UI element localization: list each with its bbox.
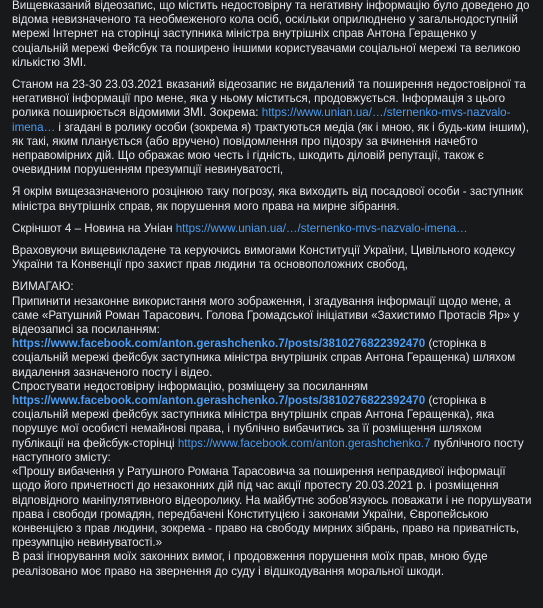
facebook-profile-link[interactable]: https://www.facebook.com/anton.gerashchenko.7 [177, 436, 431, 450]
demand-2-text-a: Спростувати недостовірну інформацію, розміщену за посиланням [12, 379, 368, 393]
demand-2-text-c: публічного посту наступного змісту: [12, 436, 524, 464]
unian-link-1[interactable]: https://www.unian.ua/…/sternenko-mvs-nazvalo-imena… [12, 106, 511, 134]
paragraph-screenshot [12, 222, 532, 236]
unian-link-2[interactable]: https://www.unian.ua/…/sternenko-mvs-nazvalo-imena… [175, 221, 468, 235]
paragraph-threat: Я окрім вищезазначеного розцінюю таку погрозу, яка виходить від посадової особи - заступник міністра внутрішніх справ, як порушення мого права на мирне зібрання. [12, 185, 523, 213]
post-body [12, 0, 532, 579]
status-text-b: і згадані в ролику особи (зокрема я) трактуються медіа (як і мною, як і будь-ким іншим), як такі, яким планується (або вручено) повідомлення про підозру за вчинення начебто неправомірних дій. Що ображає мою честь і гідність, шкодить діловій репутації, також є очевидним порушенням презумпції невинуватості, [12, 120, 529, 177]
demand-1 [12, 295, 532, 380]
screenshot-label: Скріншот 4 – Новина на Уніан [12, 221, 176, 235]
demand-2-text-b: (сторінка в соціальній мережі фейсбук заступника міністра внутрішніх справ Антона Геращенка), яка порушує мої особисті немайнові права, і публічно вибачитись за її розміщення шляхом публікації на фейсбук-сторінці [12, 394, 495, 450]
final-warning: В разі ігнорування моїх законних вимог, і продовження порушення моїх прав, мною буде реалізовано моє право на звернення до суду і відшкодування моральної шкоди. [12, 550, 488, 578]
apology-quote: «Прошу вибачення у Ратушного Романа Тарасовича за поширення неправдивої інформації щодо його причетності до незаконних дій під час акції протесту 20.03.2021 р. і розміщення відповідного маніпулятивного відеоролику. На майбутнє зобов'язуюсь поважати і не порушувати права і свободи громадян, передбачені Конституцією і законами України, Європейською конвенцією з прав людини, зокрема - право на свободу мирних зібрань, право на приватність, презумпцію невинуватості.» [12, 465, 532, 550]
facebook-post-link-1[interactable]: https://www.facebook.com/anton.gerashchenko.7/posts/3810276822392470 [12, 337, 426, 351]
status-text-a: Станом на 23-30 23.03.2021 вказаний відеозапис не видалений та поширення недостовірної та негативної інформації про мене, яка у ньому міститься, продовжується. Інформація з цього ролика поширюється відомими ЗМІ. Зокрема: [12, 78, 526, 120]
facebook-post-link-2[interactable]: https://www.facebook.com/anton.gerashchenko.7/posts/3810276822392470 [12, 394, 426, 408]
demand-heading: ВИМАГАЮ: [12, 280, 74, 294]
demand-1-text-b: (сторінка в соціальній мережі фейсбук заступника міністра внутрішніх справ Антона Геращенка) шляхом видалення зазначеного посту і відео. [12, 337, 516, 379]
paragraph-status [12, 78, 532, 177]
paragraph-considering: Враховуючи вищевикладене та керуючись вимогами Конституції України, Цивільного кодексу України та Конвенції про захист прав людини та основоположних свобод, [12, 244, 516, 272]
demand-2 [12, 380, 532, 465]
demand-1-text-a: Припинити незаконне використання мого зображення, і згадування інформації щодо мене, а саме «Ратушний Роман Тарасович. Голова Громадської ініціативи «Захистимо Протасів Яр» у відеозаписі за посиланням: [12, 294, 520, 337]
demand-block [12, 280, 532, 578]
paragraph-video-distribution: Вищевказаний відеозапис, що містить недостовірну та негативну інформацію було доведено до відома невизначеного та необмеженого кола осіб, оскільки оприлюднено у загальнодоступній мережі Інтернет на сторінці заступника міністра внутрішніх справ Антона Геращенко у соціальній мережі Фейсбук та поширено іншими користувачами соціальної мережі та великою кількістю ЗМІ. [12, 0, 530, 69]
